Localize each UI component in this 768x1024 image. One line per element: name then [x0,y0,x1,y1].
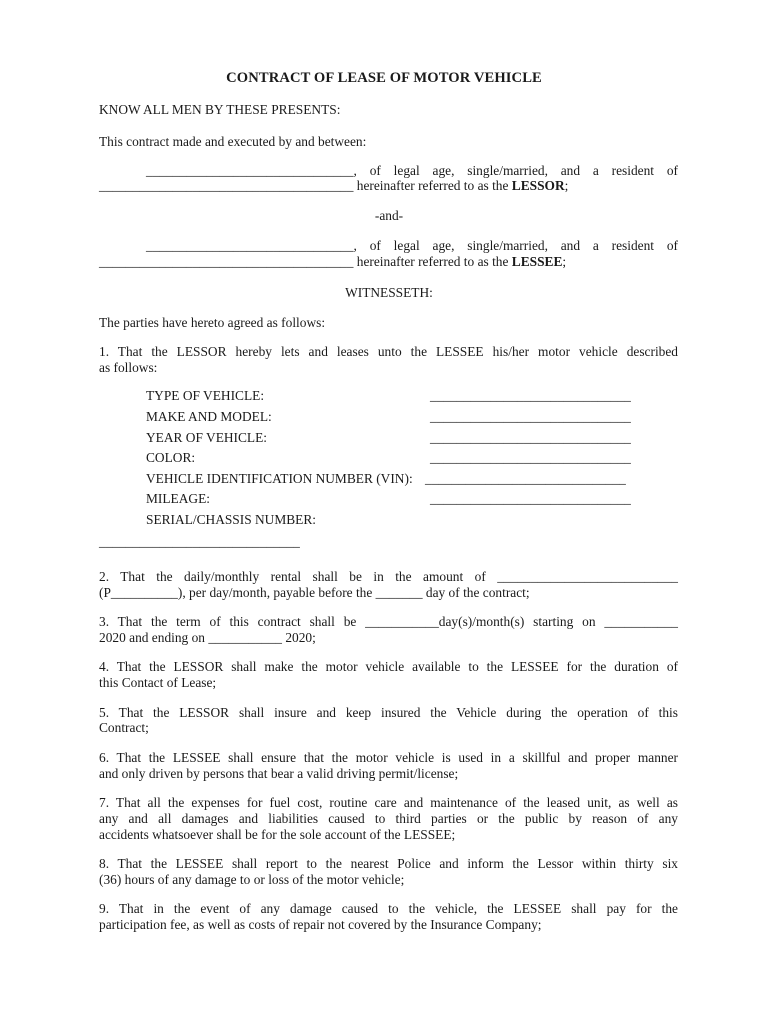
field-blank-year: ______________________________ [430,430,631,445]
clause-2-line-1: 2. That the daily/monthly rental shall be in the amount of ___________________________ [99,569,678,584]
agreed-line: The parties have hereto agreed as follows: [99,315,326,330]
clause-2-line-2: (P__________), per day/month, payable before the _______ day of the contract; [99,585,530,600]
lessor-suffix: ; [564,178,569,193]
clause-6-line-2: and only driven by persons that bear a valid driving permit/license; [99,766,459,781]
clause-1-line-2: as follows: [99,360,158,375]
field-blank-mileage: ______________________________ [430,491,631,506]
clause-8-line-2: (36) hours of any damage to or loss of the motor vehicle; [99,872,405,887]
clause-7-line-3: accidents whatsoever shall be for the sole account of the LESSEE; [99,827,456,842]
lessee-suffix: ; [562,254,567,269]
clause-7-line-2: any and all damages and liabilities caused to third parties or the public by reason of any [99,811,678,826]
field-label-year: YEAR OF VEHICLE: [146,430,268,445]
field-label-type: TYPE OF VEHICLE: [146,388,265,403]
field-blank-color: ______________________________ [430,450,631,465]
lessor-line-2-prefix: ______________________________________ hereinafter referred to as the [99,178,512,193]
witnesseth-heading: WITNESSETH: [345,285,433,300]
field-blank-type: ______________________________ [430,388,631,403]
lessor-line-2 [99,178,568,194]
lessee-line-1: _______________________________, of legal age, single/married, and a resident of [146,238,678,253]
clause-1-line-1: 1. That the LESSOR hereby lets and leases unto the LESSEE his/her motor vehicle described [99,344,678,359]
field-label-mileage: MILEAGE: [146,491,210,506]
field-label-serial: SERIAL/CHASSIS NUMBER: [146,512,317,527]
clause-7-line-1: 7. That all the expenses for fuel cost, routine care and maintenance of the leased unit, as well as [99,795,678,810]
intro-line: This contract made and executed by and between: [99,134,367,149]
clause-3-line-1: 3. That the term of this contract shall be ___________day(s)/month(s) starting on ___________ [99,614,678,629]
clause-5-line-1: 5. That the LESSOR shall insure and keep insured the Vehicle during the operation of this [99,705,678,720]
field-label-vin: VEHICLE IDENTIFICATION NUMBER (VIN): [146,471,413,486]
field-blank-vin: ______________________________ [425,471,626,486]
clause-4-line-2: this Contact of Lease; [99,675,217,690]
lessee-line-2-prefix: ______________________________________ hereinafter referred to as the [99,254,512,269]
lessee-line-2 [99,254,566,270]
lessee-role: LESSEE [511,254,563,269]
clause-9-line-1: 9. That in the event of any damage caused to the vehicle, the LESSEE shall pay for the [99,901,678,916]
clause-3-line-2: 2020 and ending on ___________ 2020; [99,630,316,645]
field-label-color: COLOR: [146,450,196,465]
clause-6-line-1: 6. That the LESSEE shall ensure that the motor vehicle is used in a skillful and proper manner [99,750,678,765]
clause-5-line-2: Contract; [99,720,149,735]
clause-9-line-2: participation fee, as well as costs of repair not covered by the Insurance Company; [99,917,542,932]
lessor-role: LESSOR [511,178,565,193]
clause-4-line-1: 4. That the LESSOR shall make the motor vehicle available to the LESSEE for the duration of [99,659,678,674]
opening-line: KNOW ALL MEN BY THESE PRESENTS: [99,102,341,117]
field-blank-make: ______________________________ [430,409,631,424]
field-blank-serial: ______________________________ [99,534,300,549]
clause-8-line-1: 8. That the LESSEE shall report to the nearest Police and inform the Lessor within thirty six [99,856,678,871]
document-title: CONTRACT OF LEASE OF MOTOR VEHICLE [226,70,542,86]
and-separator: -and- [374,208,404,223]
field-label-make: MAKE AND MODEL: [146,409,272,424]
lessor-line-1: _______________________________, of legal age, single/married, and a resident of [146,163,678,178]
